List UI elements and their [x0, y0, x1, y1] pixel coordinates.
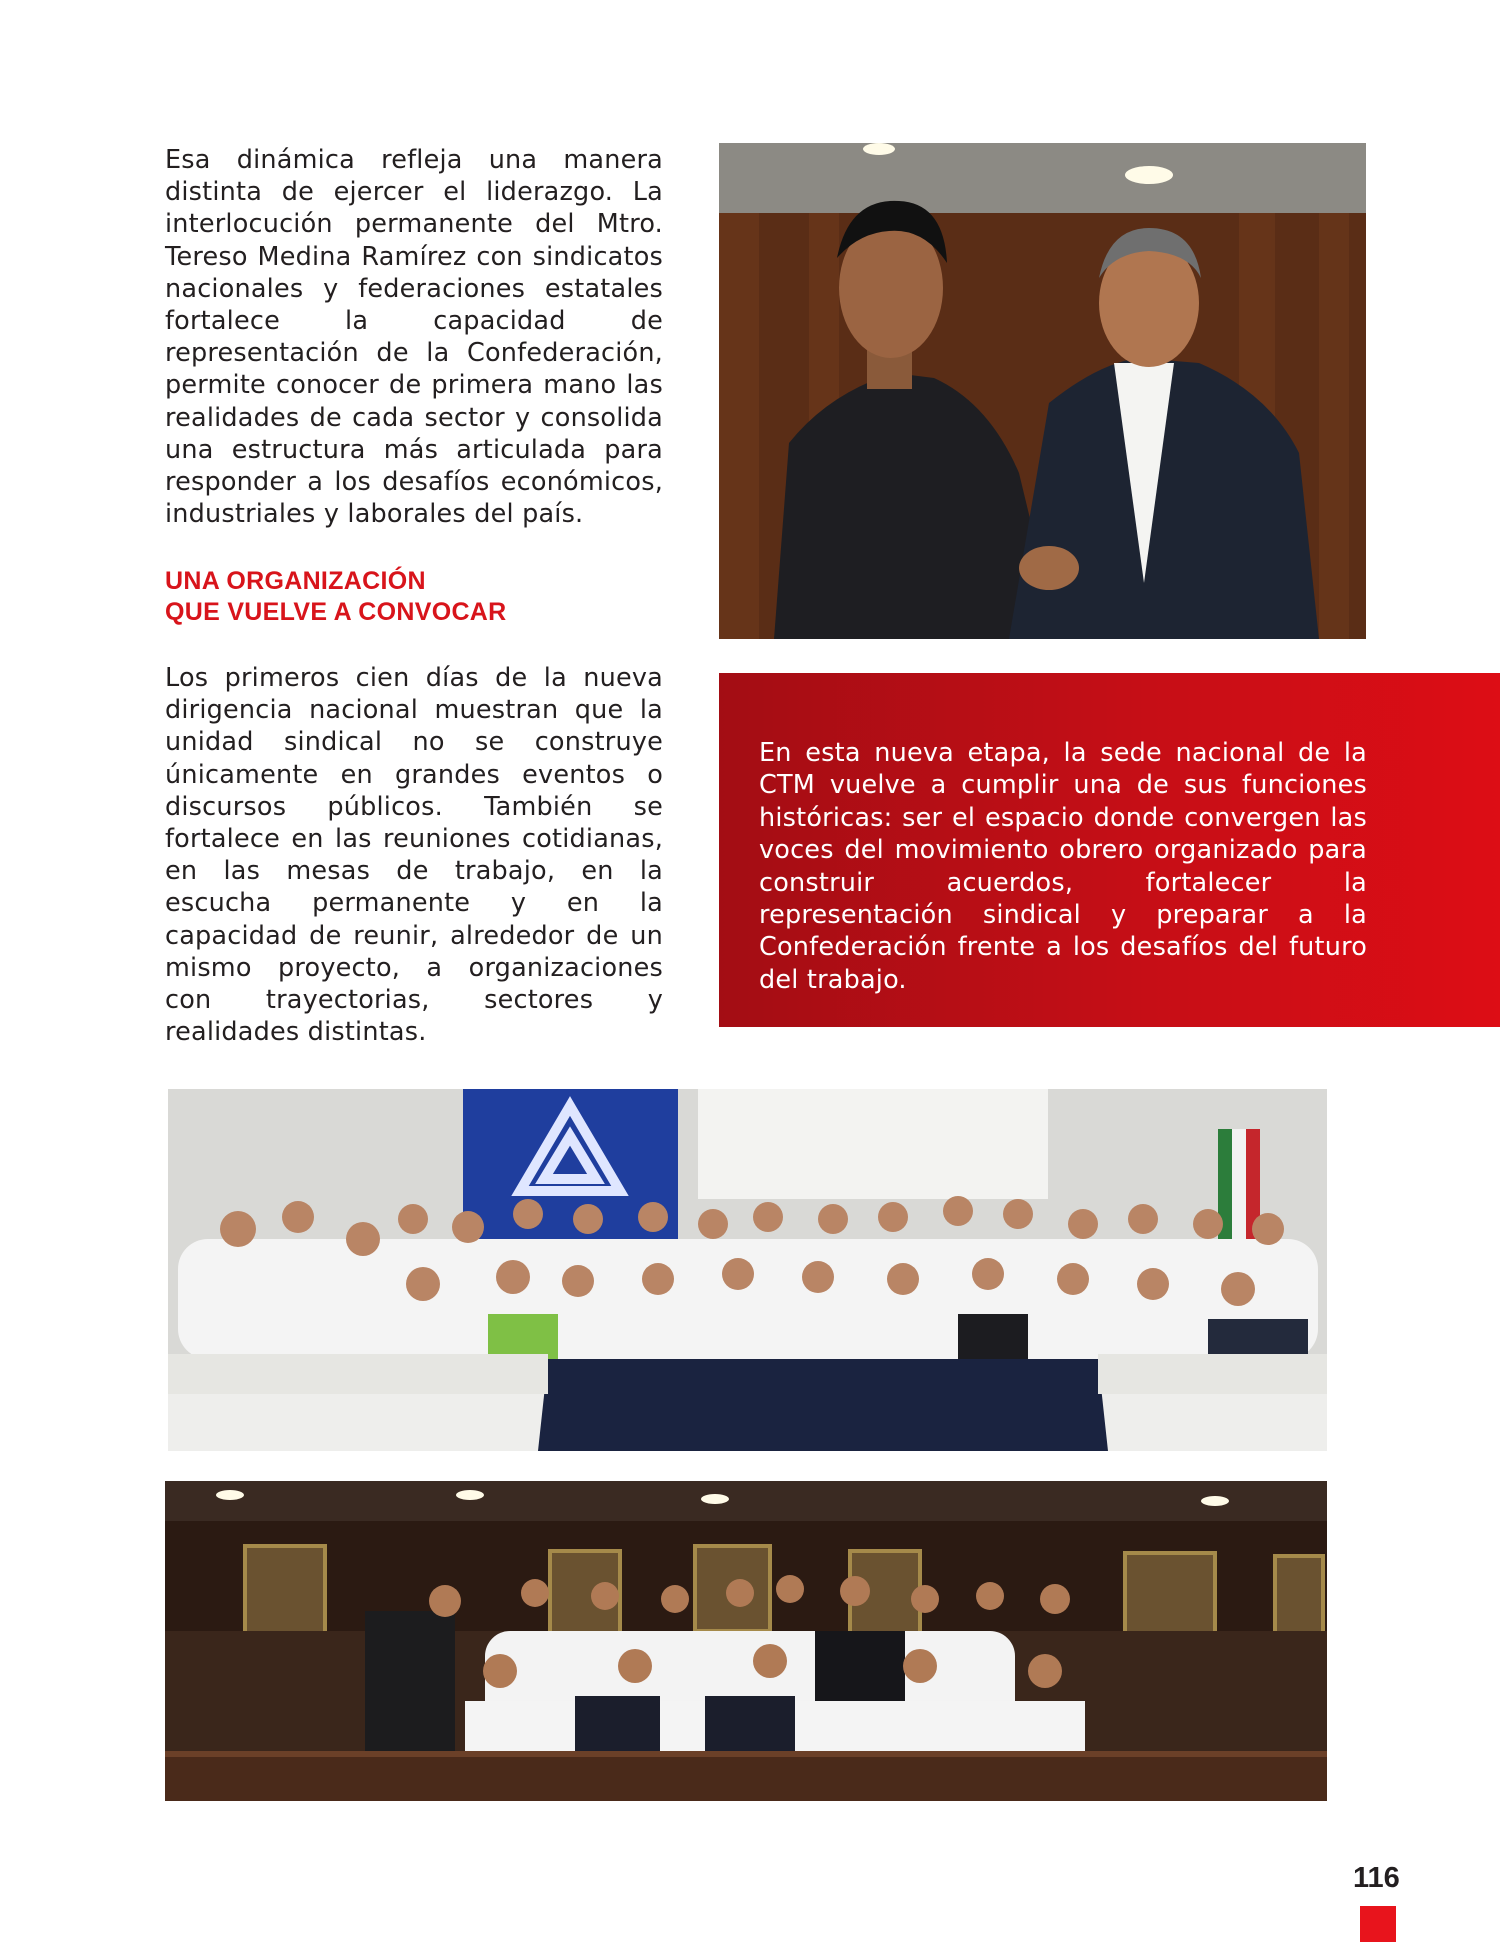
meeting-group-photo: [168, 1089, 1327, 1451]
handshake-photo-image: [719, 143, 1366, 639]
section-heading-line-2: QUE VUELVE A CONVOCAR: [165, 598, 507, 626]
section-heading: [165, 566, 507, 628]
boardroom-group-photo-image: [165, 1481, 1327, 1801]
body-paragraph-2: Los primeros cien días de la nueva dirigencia nacional muestran que la unidad sindical no se construye únicamente en grandes eventos o discursos públicos. También se fortalece en las reuniones cotidianas, en las mesas de trabajo, en la escucha permanente y en la capacidad de reunir, alrededor de un mismo proyecto, a organizaciones con trayectorias, sectores y realidades distintas.: [165, 663, 663, 1048]
meeting-group-photo-image: [168, 1089, 1327, 1451]
section-heading-line-1: UNA ORGANIZACIÓN: [165, 567, 426, 595]
quote-box: [719, 673, 1500, 1027]
body-paragraph-1: Esa dinámica refleja una manera distinta de ejercer el liderazgo. La interlocución permanente del Mtro. Tereso Medina Ramírez con sindicatos nacionales y federaciones estatales fortalece la capacidad de representación de la Confederación, permite conocer de primera mano las realidades de cada sector y consolida una estructura más articulada para responder a los desafíos económicos, industriales y laborales del país.: [165, 145, 663, 530]
boardroom-group-photo: [165, 1481, 1327, 1801]
page-number: 116: [1353, 1862, 1400, 1894]
quote-text: En esta nueva etapa, la sede nacional de la CTM vuelve a cumplir una de sus funciones históricas: ser el espacio donde convergen las voces del movimiento obrero organizado para construir acuerdos, fortalecer la representación sindical y preparar a la Confederación frente a los desafíos del futuro del trabajo.: [759, 738, 1367, 995]
page-marker: [1360, 1906, 1396, 1942]
handshake-photo: [719, 143, 1366, 639]
